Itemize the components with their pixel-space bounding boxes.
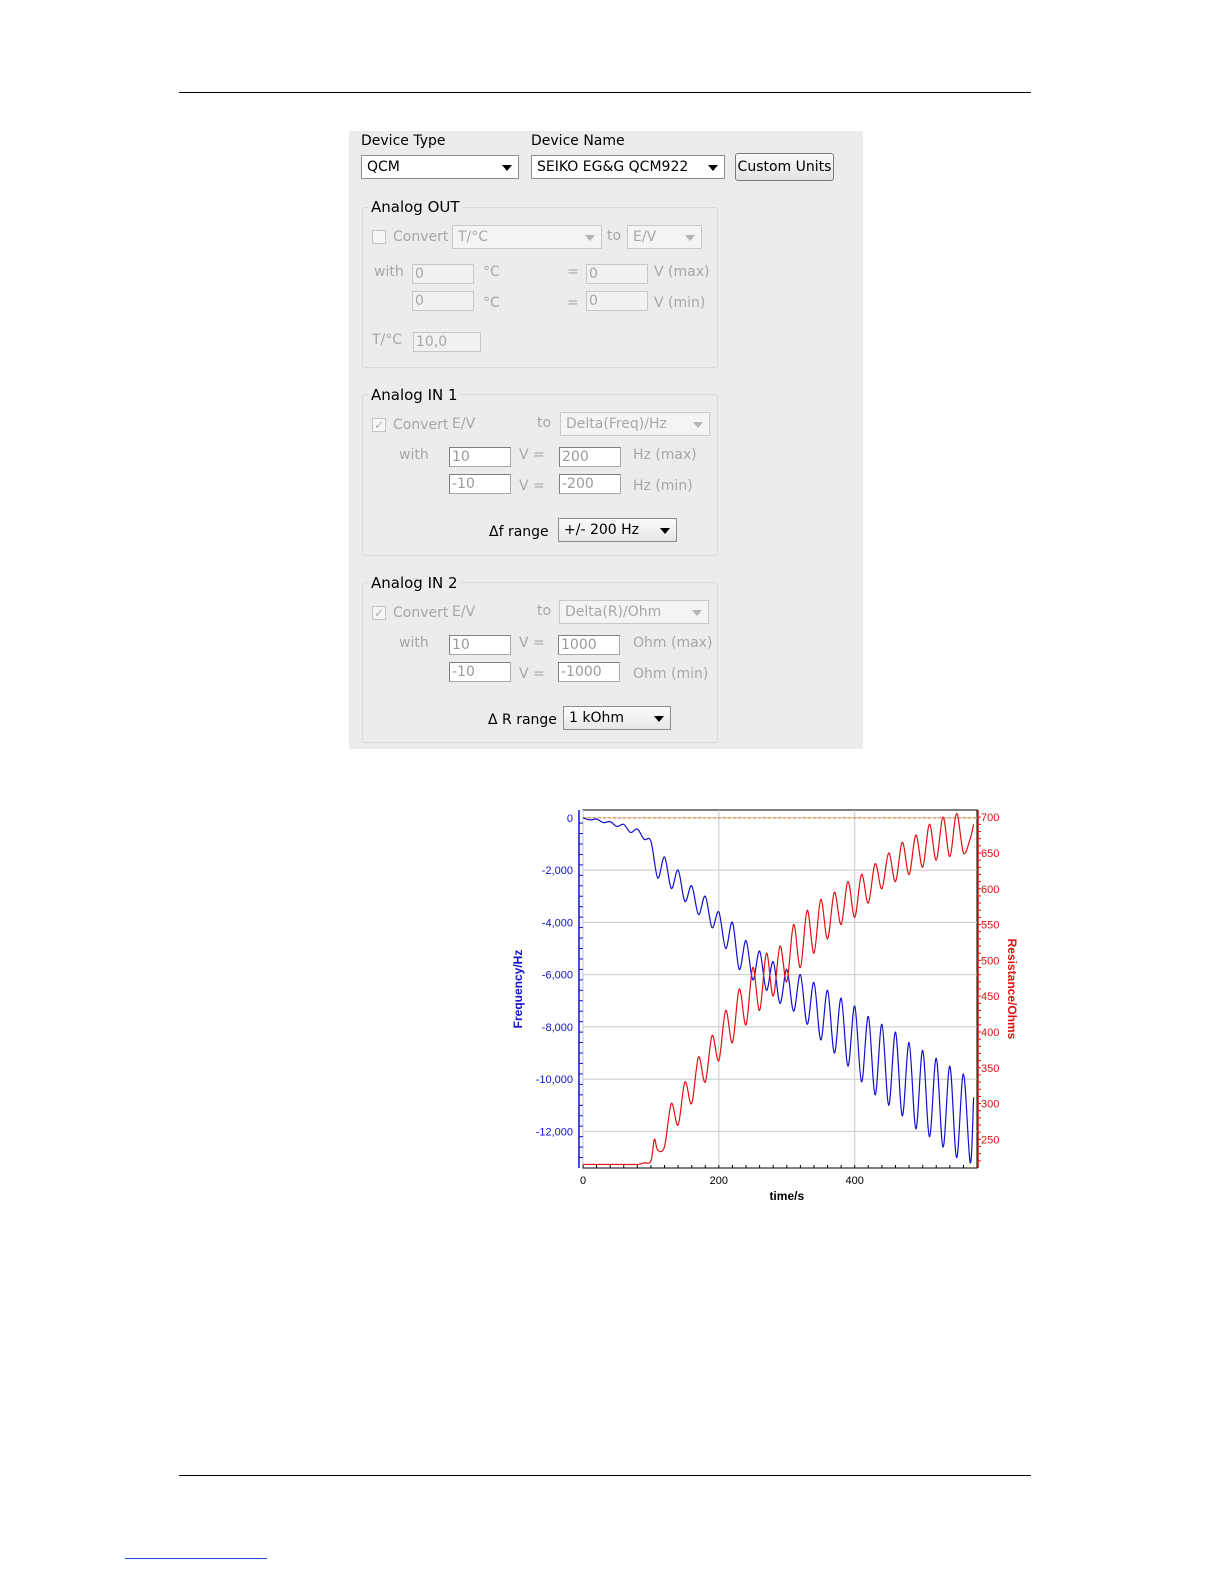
footer-rule — [179, 1475, 1031, 1476]
analog-out-unit-c-max: °C — [483, 264, 500, 280]
device-type-select[interactable] — [361, 155, 519, 179]
analog-in1-v-eq-min: V = — [519, 478, 545, 494]
analog-in2-to-label: to — [537, 603, 552, 619]
analog-in2-range-label: Δ R range — [488, 712, 557, 728]
analog-out-to-select[interactable] — [627, 225, 702, 249]
analog-in2-range-select[interactable] — [563, 706, 671, 730]
y-left-axis-label: Frequency/Hz — [511, 949, 525, 1029]
y-right-tick-label: 600 — [981, 883, 1000, 896]
x-tick-label: 200 — [709, 1175, 729, 1187]
y-right-tick-label: 500 — [981, 955, 1000, 968]
analog-out-v-min-label: V (min) — [654, 295, 706, 311]
y-left-tick-label: 0 — [566, 812, 573, 825]
analog-out-convert-label: Convert — [393, 229, 449, 245]
device-name-value: SEIKO EG&G QCM922 — [537, 159, 689, 175]
analog-out-t-max-input[interactable]: 0 — [412, 264, 474, 284]
chevron-down-icon — [502, 165, 512, 171]
chevron-down-icon — [693, 422, 703, 428]
analog-in2-range-value: 1 kOhm — [569, 710, 624, 726]
y-left-tick-label: -4,000 — [541, 917, 573, 930]
analog-out-v-min-input[interactable]: 0 — [586, 291, 648, 311]
device-settings-dialog — [349, 131, 863, 749]
y-right-tick-label: 300 — [981, 1098, 1000, 1111]
chevron-down-icon — [660, 528, 670, 534]
chevron-down-icon — [692, 610, 702, 616]
analog-in1-convert-label: Convert — [393, 417, 449, 433]
y-left-tick-label: -2,000 — [541, 865, 573, 878]
y-right-tick-label: 450 — [981, 991, 1000, 1004]
analog-in2-with-label: with — [399, 635, 429, 651]
custom-units-button[interactable]: Custom Units — [735, 153, 834, 181]
analog-out-t-min-input[interactable]: 0 — [412, 291, 474, 311]
analog-out-to-value: E/V — [633, 229, 657, 245]
analog-in2-v-eq-min: V = — [519, 666, 545, 682]
header-rule — [179, 92, 1031, 93]
analog-in1-to-select[interactable] — [560, 412, 710, 436]
analog-in2-v-eq-max: V = — [519, 635, 545, 651]
chevron-down-icon — [685, 235, 695, 241]
analog-in2-out-min-input[interactable]: -1000 — [558, 662, 620, 682]
analog-in1-range-label: Δf range — [489, 524, 549, 540]
analog-in1-range-select[interactable] — [558, 518, 677, 542]
y-left-tick-label: -10,000 — [535, 1074, 573, 1087]
analog-in1-out-max-label: Hz (max) — [633, 447, 697, 463]
y-right-axis-label: Resistance/Ohms — [1005, 938, 1019, 1040]
analog-in1-to-value: Delta(Freq)/Hz — [566, 416, 667, 432]
device-type-label: Device Type — [361, 133, 446, 149]
analog-in1-out-max-input[interactable]: 200 — [559, 447, 621, 467]
analog-out-with-label: with — [374, 264, 404, 280]
analog-in2-convert-label: Convert — [393, 605, 449, 621]
qcm-chart — [500, 798, 1030, 1210]
analog-in1-out-min-label: Hz (min) — [633, 478, 693, 494]
analog-out-title: Analog OUT — [368, 198, 463, 216]
y-right-tick-label: 550 — [981, 919, 1000, 932]
y-left-tick-label: -6,000 — [541, 969, 573, 982]
analog-out-eq-min: = — [567, 295, 579, 311]
analog-in2-out-max-label: Ohm (max) — [633, 635, 713, 651]
analog-in2-title: Analog IN 2 — [368, 574, 461, 592]
analog-out-eq-max: = — [567, 264, 579, 280]
analog-out-from-select[interactable] — [452, 225, 602, 249]
y-right-tick-label: 250 — [981, 1134, 1000, 1147]
device-type-value: QCM — [367, 159, 400, 175]
analog-in2-convert-checkbox[interactable]: ✓ — [373, 606, 385, 620]
x-tick-label: 400 — [845, 1175, 864, 1187]
qcm-chart-svg — [500, 798, 1030, 1210]
analog-in2-out-min-label: Ohm (min) — [633, 666, 709, 682]
analog-out-v-max-label: V (max) — [654, 264, 710, 280]
y-right-tick-label: 350 — [981, 1062, 1000, 1075]
analog-in1-to-label: to — [537, 415, 552, 431]
device-name-select[interactable] — [531, 155, 725, 179]
x-tick-label: 0 — [579, 1175, 587, 1187]
device-name-label: Device Name — [531, 133, 625, 149]
analog-in1-v-eq-max: V = — [519, 447, 545, 463]
y-right-tick-label: 650 — [981, 847, 1000, 860]
analog-in1-v-max-input[interactable]: 10 — [449, 447, 511, 467]
analog-out-t-label: T/°C — [372, 332, 403, 348]
analog-out-t-input[interactable]: 10,0 — [413, 332, 481, 352]
analog-in2-to-value: Delta(R)/Ohm — [565, 604, 662, 620]
analog-in2-from-unit: E/V — [452, 604, 476, 620]
analog-in1-convert-checkbox[interactable]: ✓ — [373, 418, 385, 432]
chevron-down-icon — [654, 716, 664, 722]
y-right-tick-label: 700 — [981, 812, 1000, 825]
chevron-down-icon — [708, 165, 718, 171]
analog-in2-out-max-input[interactable]: 1000 — [558, 635, 620, 655]
analog-out-v-max-input[interactable]: 0 — [586, 264, 648, 284]
analog-in1-with-label: with — [399, 447, 429, 463]
footer-link-underline — [125, 1558, 267, 1559]
x-axis-label: time/s — [769, 1189, 805, 1203]
analog-out-unit-c-min: °C — [483, 295, 500, 311]
analog-in1-from-unit: E/V — [452, 416, 476, 432]
chevron-down-icon — [585, 235, 595, 241]
analog-in2-v-max-input[interactable]: 10 — [449, 635, 511, 655]
analog-in2-to-select[interactable] — [559, 600, 709, 624]
analog-out-convert-checkbox[interactable] — [372, 230, 386, 244]
analog-in1-out-min-input[interactable]: -200 — [559, 474, 621, 494]
y-right-tick-label: 400 — [981, 1026, 1000, 1039]
y-left-tick-label: -12,000 — [535, 1126, 573, 1139]
analog-in2-v-min-input[interactable]: -10 — [449, 662, 511, 682]
analog-out-to-label: to — [607, 228, 622, 244]
analog-in1-title: Analog IN 1 — [368, 386, 461, 404]
y-left-tick-label: -8,000 — [541, 1021, 573, 1034]
analog-out-from-value: T/°C — [458, 229, 489, 245]
analog-in1-range-value: +/- 200 Hz — [564, 522, 639, 538]
analog-in1-v-min-input[interactable]: -10 — [449, 474, 511, 494]
